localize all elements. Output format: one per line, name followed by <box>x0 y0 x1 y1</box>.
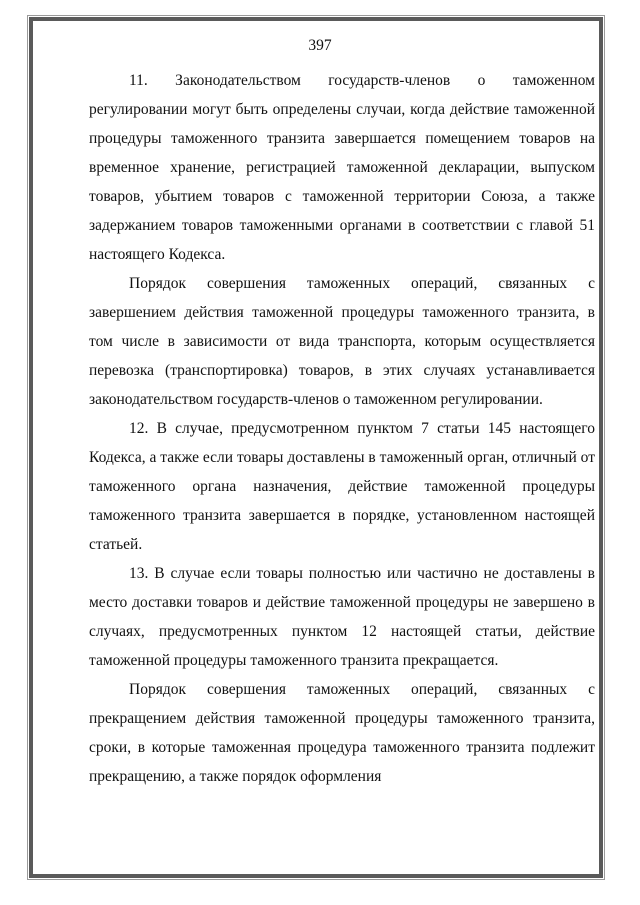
paragraph-13: 13. В случае если товары полностью или частично не доставлены в место доставки товаров и действие таможенной процедуры не завершено в случаях, предусмотренных пунктом 12 настоящей статьи, действие таможенной процедуры таможенного транзита прекращается. <box>89 565 595 669</box>
paragraph-procedure-completion: Порядок совершения таможенных операций, связанных с завершением действия таможенной процедуры таможенного транзита, в том числе в зависимости от вида транспорта, которым осуществляется перевозка (транспортировка) товаров, в этих случаях устанавливается законодательством государств-членов о таможенном регулировании. <box>89 275 595 408</box>
paragraph-12: 12. В случае, предусмотренном пунктом 7 статьи 145 настоящего Кодекса, а также если товары доставлены в таможенный орган, отличный от таможенного органа назначения, действие таможенной процедуры таможенного транзита завершается в порядке, установленном настоящей статьей. <box>89 420 595 553</box>
paragraph-procedure-termination: Порядок совершения таможенных операций, связанных с прекращением действия таможенной процедуры таможенного транзита, сроки, в которые таможенная процедура таможенного транзита подлежит прекращению, а также порядок оформления <box>89 681 595 785</box>
paragraph-11: 11. Законодательством государств-членов о таможенном регулировании могут быть определены случаи, когда действие таможенной процедуры таможенного транзита завершается помещением товаров на временное хранение, регистрацией таможенной декларации, выпуском товаров, убытием товаров с таможенной территории Союза, а также задержанием товаров таможенными органами в соответствии с главой 51 настоящего Кодекса. <box>89 72 595 263</box>
page-number: 397 <box>308 37 332 54</box>
document-body <box>89 66 595 791</box>
